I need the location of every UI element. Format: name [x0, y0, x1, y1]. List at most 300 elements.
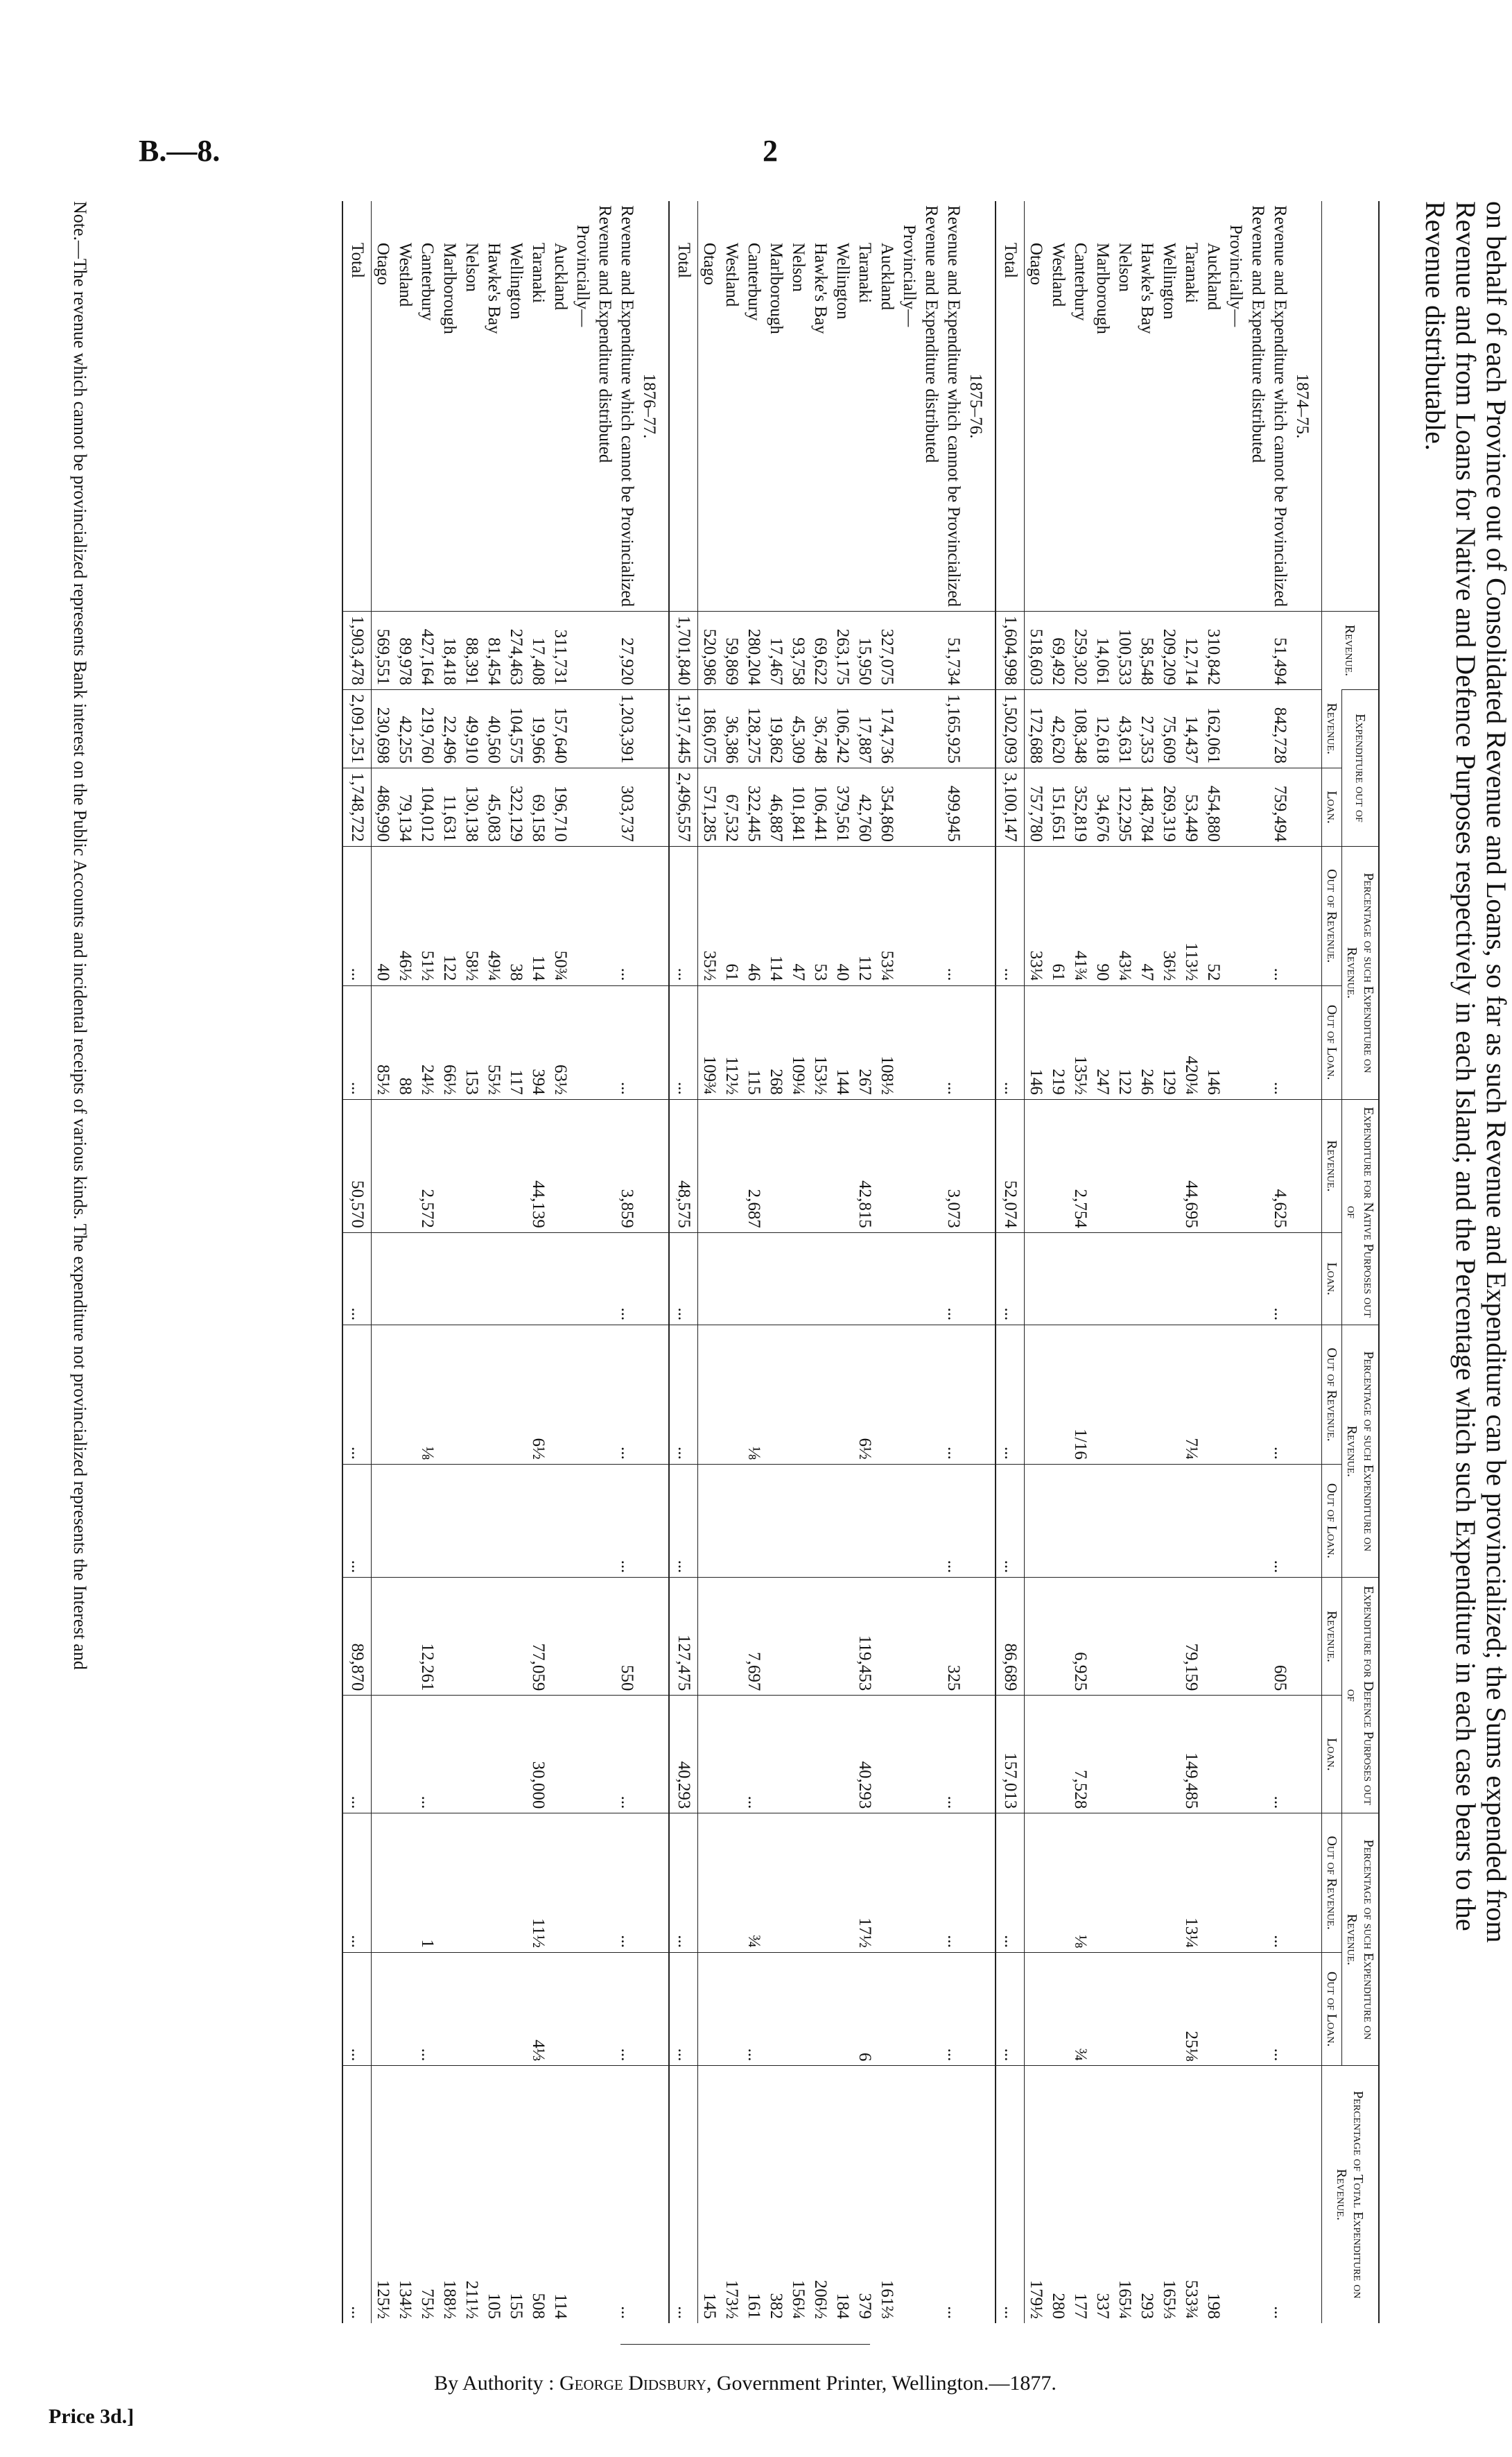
empty-cell: [1113, 1325, 1136, 1465]
province-revenue: 58,548: [1136, 611, 1158, 689]
empty-cell: [1158, 1464, 1180, 1578]
np-defence-revenue: 605: [1269, 1578, 1291, 1696]
empty-cell: [853, 1464, 876, 1578]
empty-cell: [720, 1813, 742, 1953]
empty-cell: [964, 1232, 996, 1325]
sub-defence-loan: Loan.: [1322, 1696, 1342, 1813]
empty-cell: [720, 1578, 742, 1696]
empty-cell: [876, 1099, 898, 1232]
province-pct-loan: 219: [1047, 985, 1069, 1099]
province-pct-total: 161: [742, 2066, 765, 2323]
imprint-prefix: By Authority :: [434, 2372, 555, 2395]
empty-cell: [394, 1952, 416, 2066]
empty-cell: [438, 1325, 460, 1465]
empty-cell: [372, 1696, 394, 1813]
province-exp-revenue: 174,736: [876, 689, 898, 768]
imprint-suffix: , Government Printer, Wellington.—1877.: [706, 2372, 1057, 2395]
province-pct-total: 382: [765, 2066, 787, 2323]
empty-cell: [1158, 1232, 1180, 1325]
ellipsis: ...: [996, 1325, 1025, 1465]
province-exp-loan: 67,532: [720, 768, 742, 846]
island-defence-loan: 149,485: [1180, 1696, 1202, 1813]
province-row: [416, 201, 438, 2323]
empty-cell: [638, 1813, 669, 1953]
province-revenue: 263,175: [831, 611, 853, 689]
table-body: [342, 201, 1322, 2323]
empty-cell: [638, 985, 669, 1099]
province-exp-revenue: 45,309: [787, 689, 809, 768]
empty-cell: [1224, 1578, 1246, 1696]
province-pct-revenue: 122: [438, 846, 460, 985]
province-revenue: 259,302: [1069, 611, 1091, 689]
empty-cell: [964, 768, 996, 846]
empty-cell: [876, 1232, 898, 1325]
empty-cell: [483, 1099, 505, 1232]
province-revenue: 69,492: [1047, 611, 1069, 689]
empty-cell: [1246, 768, 1269, 846]
province-exp-revenue: 108,348: [1069, 689, 1091, 768]
province-pct-loan: 108½: [876, 985, 898, 1099]
empty-cell: [1136, 1325, 1158, 1465]
empty-cell: [1091, 1099, 1113, 1232]
empty-cell: [505, 1099, 527, 1232]
province-pct-total: 188½: [438, 2066, 460, 2323]
footnote: Note.—The revenue which cannot be provincialized represents Bank interest on the Public Accounts and incidental receipts of various kinds. The expenditure not provincialized represents the Interest and: [70, 201, 90, 1670]
province-pct-loan: 146: [1202, 985, 1224, 1099]
empty-cell: [1025, 1232, 1048, 1325]
island-native-revenue: 42,815: [853, 1099, 876, 1232]
empty-cell: [505, 1325, 527, 1465]
province-pct-revenue: 43¼: [1113, 846, 1136, 985]
empty-cell: [1246, 1099, 1269, 1232]
island-defence-pct-revenue: 11½: [527, 1813, 549, 1953]
ellipsis: ...: [616, 2066, 638, 2323]
empty-cell: [920, 985, 942, 1099]
empty-cell: [571, 1578, 593, 1696]
empty-cell: [765, 1325, 787, 1465]
island-defence-pct-revenue: ⅛: [1069, 1813, 1091, 1953]
province-pct-total: 155: [505, 2066, 527, 2323]
year-label: 1875–76.: [966, 373, 985, 439]
empty-cell: [831, 1232, 853, 1325]
ellipsis: ...: [1269, 1952, 1291, 2066]
province-pct-loan: 24½: [416, 985, 438, 1099]
province-row: [1180, 201, 1202, 2323]
provincially-label: Provincially—: [900, 225, 919, 327]
ellipsis: ...: [996, 985, 1025, 1099]
island-defence-loan: ...: [742, 1696, 765, 1813]
province-pct-revenue: 114: [527, 846, 549, 985]
province-exp-revenue: 75,609: [1158, 689, 1180, 768]
province-pct-revenue: 51½: [416, 846, 438, 985]
empty-cell: [571, 768, 593, 846]
province-revenue: 15,950: [853, 611, 876, 689]
empty-cell: [1136, 1578, 1158, 1696]
empty-cell: [372, 1325, 394, 1465]
province-exp-revenue: 106,242: [831, 689, 853, 768]
empty-cell: [549, 1696, 571, 1813]
province-name: Hawke's Bay: [485, 243, 503, 334]
empty-cell: [1291, 1696, 1322, 1813]
empty-cell: [1047, 1952, 1069, 2066]
province-revenue: 520,986: [698, 611, 721, 689]
province-pct-total: 533¾: [1180, 2066, 1202, 2323]
price-label: Price 3d.]: [49, 2405, 134, 2428]
province-pct-revenue: 114: [765, 846, 787, 985]
empty-cell: [638, 611, 669, 689]
island-native-pct: ⅛: [416, 1325, 438, 1465]
province-name: Wellington: [833, 243, 852, 320]
total-revenue: 1,701,840: [669, 611, 698, 689]
empty-cell: [1246, 1696, 1269, 1813]
island-defence-pct-revenue: 1: [416, 1813, 438, 1953]
empty-cell: [698, 1464, 721, 1578]
ellipsis: ...: [996, 2066, 1025, 2323]
empty-cell: [831, 1325, 853, 1465]
empty-cell: [549, 1232, 571, 1325]
province-revenue: 17,467: [765, 611, 787, 689]
total-defence-loan: 40,293: [669, 1696, 698, 1813]
np-revenue: 27,920: [616, 611, 638, 689]
province-pct-loan: 117: [505, 985, 527, 1099]
empty-cell: [964, 985, 996, 1099]
title-line-1: on behalf of each Province out of Consolidated Revenue and Loans, so far as such Revenue and Expenditure can be provincialized; the Sums expended from: [1481, 201, 1512, 1943]
total-row: [669, 201, 698, 2323]
empty-cell: [1091, 1578, 1113, 1696]
empty-cell: [787, 1232, 809, 1325]
empty-cell: [1025, 1813, 1048, 1953]
empty-cell: [1224, 1232, 1246, 1325]
province-pct-loan: 153: [460, 985, 483, 1099]
province-pct-total: 165⅓: [1158, 2066, 1180, 2323]
empty-cell: [1113, 1952, 1136, 2066]
province-name: Westland: [1049, 243, 1068, 307]
province-exp-loan: 757,780: [1025, 768, 1048, 846]
province-pct-revenue: 50¾: [549, 846, 571, 985]
empty-cell: [898, 1464, 920, 1578]
province-pct-revenue: 112: [853, 846, 876, 985]
empty-cell: [720, 1696, 742, 1813]
total-defence-revenue: 127,475: [669, 1578, 698, 1696]
island-defence-pct-loan: 25⅛: [1180, 1952, 1202, 2066]
province-exp-loan: 196,710: [549, 768, 571, 846]
empty-cell: [1091, 1232, 1113, 1325]
not-provincialized-row: [1269, 201, 1291, 2323]
island-defence-loan: ...: [416, 1696, 438, 1813]
province-exp-revenue: 14,437: [1180, 689, 1202, 768]
empty-cell: [765, 1696, 787, 1813]
empty-cell: [438, 1232, 460, 1325]
province-pct-total: 379: [853, 2066, 876, 2323]
island-defence-loan: 30,000: [527, 1696, 549, 1813]
province-name: Otago: [700, 243, 719, 286]
empty-cell: [1158, 1578, 1180, 1696]
province-row: [1136, 201, 1158, 2323]
province-pct-revenue: 90: [1091, 846, 1113, 985]
empty-cell: [460, 1578, 483, 1696]
province-pct-revenue: 46½: [394, 846, 416, 985]
province-pct-total: 134½: [394, 2066, 416, 2323]
province-row: [549, 201, 571, 2323]
province-pct-total: 508: [527, 2066, 549, 2323]
province-exp-revenue: 27,353: [1136, 689, 1158, 768]
province-pct-revenue: 33¼: [1025, 846, 1048, 985]
province-exp-revenue: 36,386: [720, 689, 742, 768]
province-exp-loan: 11,631: [438, 768, 460, 846]
province-row: [787, 201, 809, 2323]
total-row: [342, 201, 372, 2323]
empty-cell: [571, 1325, 593, 1465]
province-exp-revenue: 230,698: [372, 689, 394, 768]
empty-cell: [1202, 1813, 1224, 1953]
empty-cell: [1291, 1813, 1322, 1953]
empty-cell: [571, 846, 593, 985]
island-defence-revenue: 79,159: [1180, 1578, 1202, 1696]
empty-cell: [1047, 1464, 1069, 1578]
empty-cell: [876, 1696, 898, 1813]
empty-cell: [1246, 2066, 1269, 2323]
province-row: [742, 201, 765, 2323]
year-row: [964, 201, 996, 2323]
ellipsis: ...: [342, 1813, 372, 1953]
province-exp-loan: 104,012: [416, 768, 438, 846]
province-row: [527, 201, 549, 2323]
empty-cell: [372, 1099, 394, 1232]
province-exp-revenue: 42,255: [394, 689, 416, 768]
empty-cell: [1047, 1232, 1069, 1325]
province-pct-total: 125½: [372, 2066, 394, 2323]
empty-cell: [787, 1952, 809, 2066]
province-name: Auckland: [551, 243, 570, 311]
empty-cell: [1025, 1696, 1048, 1813]
province-name: Wellington: [1160, 243, 1179, 320]
empty-cell: [898, 1099, 920, 1232]
empty-cell: [920, 611, 942, 689]
empty-cell: [742, 1464, 765, 1578]
province-pct-revenue: 61: [1047, 846, 1069, 985]
empty-cell: [964, 846, 996, 985]
province-pct-loan: 246: [1136, 985, 1158, 1099]
empty-cell: [394, 1813, 416, 1953]
province-pct-loan: 153½: [809, 985, 831, 1099]
island-defence-revenue: 12,261: [416, 1578, 438, 1696]
empty-cell: [898, 768, 920, 846]
province-pct-total: 156¼: [787, 2066, 809, 2323]
empty-cell: [698, 1578, 721, 1696]
np-exp-revenue: 1,203,391: [616, 689, 638, 768]
ellipsis: ...: [669, 1464, 698, 1578]
empty-cell: [1291, 1099, 1322, 1232]
province-exp-loan: 42,760: [853, 768, 876, 846]
province-pct-revenue: 47: [787, 846, 809, 985]
province-exp-revenue: 219,760: [416, 689, 438, 768]
empty-cell: [1158, 1325, 1180, 1465]
empty-cell: [638, 2066, 669, 2323]
empty-cell: [505, 1578, 527, 1696]
empty-cell: [460, 1232, 483, 1325]
distributed-label: Revenue and Expenditure distributed: [596, 205, 614, 463]
province-name: Auckland: [1204, 243, 1223, 311]
province-pct-loan: 55½: [483, 985, 505, 1099]
province-exp-loan: 34,676: [1091, 768, 1113, 846]
empty-cell: [1246, 689, 1269, 768]
empty-cell: [593, 1464, 616, 1578]
province-exp-revenue: 43,631: [1113, 689, 1136, 768]
empty-cell: [853, 1232, 876, 1325]
empty-cell: [593, 611, 616, 689]
empty-cell: [527, 1232, 549, 1325]
empty-cell: [1158, 1952, 1180, 2066]
province-exp-loan: 269,319: [1158, 768, 1180, 846]
ellipsis: ...: [616, 1325, 638, 1465]
province-exp-loan: 151,651: [1047, 768, 1069, 846]
province-name: Taranaki: [855, 243, 874, 304]
empty-cell: [1047, 1696, 1069, 1813]
total-defence-loan: 157,013: [996, 1696, 1025, 1813]
province-exp-loan: 101,841: [787, 768, 809, 846]
ellipsis: ...: [1269, 1696, 1291, 1813]
empty-cell: [571, 1099, 593, 1232]
province-row: [698, 201, 721, 2323]
np-revenue: 51,734: [942, 611, 964, 689]
empty-cell: [1224, 985, 1246, 1099]
empty-cell: [505, 1813, 527, 1953]
empty-cell: [1136, 1952, 1158, 2066]
province-row: [831, 201, 853, 2323]
footer-rule: [620, 2344, 870, 2345]
province-name: Nelson: [1115, 243, 1134, 292]
empty-cell: [720, 1464, 742, 1578]
empty-cell: [1158, 1099, 1180, 1232]
province-name: Taranaki: [529, 243, 548, 304]
empty-cell: [1158, 1696, 1180, 1813]
province-exp-loan: 354,860: [876, 768, 898, 846]
empty-cell: [1246, 1464, 1269, 1578]
province-pct-total: 184: [831, 2066, 853, 2323]
empty-cell: [1180, 1464, 1202, 1578]
empty-cell: [720, 1325, 742, 1465]
province-exp-loan: 322,129: [505, 768, 527, 846]
province-row: [483, 201, 505, 2323]
empty-cell: [1246, 846, 1269, 985]
island-native-pct: 1/16: [1069, 1325, 1091, 1465]
ellipsis: ...: [616, 1813, 638, 1953]
table-title: [1420, 201, 1511, 2351]
empty-cell: [1091, 1952, 1113, 2066]
province-revenue: 81,454: [483, 611, 505, 689]
province-pct-loan: 115: [742, 985, 765, 1099]
empty-cell: [720, 1099, 742, 1232]
sub-native-pct-revenue: Out of Revenue.: [1322, 1325, 1342, 1465]
sub-native-revenue: Revenue.: [1322, 1099, 1342, 1232]
province-exp-revenue: 104,575: [505, 689, 527, 768]
empty-cell: [372, 1578, 394, 1696]
province-pct-loan: 420¼: [1180, 985, 1202, 1099]
province-pct-total: 198: [1202, 2066, 1224, 2323]
province-row: [809, 201, 831, 2323]
provincially-row: [898, 201, 920, 2323]
total-revenue: 1,604,998: [996, 611, 1025, 689]
empty-cell: [898, 985, 920, 1099]
empty-cell: [593, 1325, 616, 1465]
empty-cell: [483, 1232, 505, 1325]
empty-cell: [549, 1578, 571, 1696]
ellipsis: ...: [1269, 1813, 1291, 1953]
empty-cell: [549, 1464, 571, 1578]
ellipsis: ...: [942, 1232, 964, 1325]
province-pct-loan: 267: [853, 985, 876, 1099]
province-row: [1158, 201, 1180, 2323]
province-row: [1202, 201, 1224, 2323]
province-pct-total: 114: [549, 2066, 571, 2323]
province-pct-loan: 144: [831, 985, 853, 1099]
empty-cell: [898, 1325, 920, 1465]
native-header: Expenditure for Native Purposes out of: [1342, 1099, 1380, 1325]
total-exp-loan: 1,748,722: [342, 768, 372, 846]
provincially-row: [571, 201, 593, 2323]
province-pct-total: 75½: [416, 2066, 438, 2323]
province-pct-total: 145: [698, 2066, 721, 2323]
island-defence-pct-loan: ¾: [1069, 1952, 1091, 2066]
empty-cell: [1246, 985, 1269, 1099]
empty-cell: [720, 1232, 742, 1325]
total-exp-revenue: 2,091,251: [342, 689, 372, 768]
province-row: [505, 201, 527, 2323]
empty-cell: [964, 1578, 996, 1696]
ellipsis: ...: [996, 846, 1025, 985]
island-defence-pct-revenue: 17½: [853, 1813, 876, 1953]
pct-such-header: Percentage of such Expenditure on Revenue.: [1342, 846, 1380, 1099]
empty-cell: [1224, 1952, 1246, 2066]
empty-cell: [483, 1464, 505, 1578]
ellipsis: ...: [342, 1232, 372, 1325]
empty-cell: [483, 1952, 505, 2066]
not-provincialized-row: [616, 201, 638, 2323]
island-native-revenue: 2,687: [742, 1099, 765, 1232]
empty-cell: [1291, 1952, 1322, 2066]
imprint: [0, 2372, 1491, 2395]
island-defence-loan: 7,528: [1069, 1696, 1091, 1813]
empty-cell: [638, 846, 669, 985]
empty-cell: [593, 985, 616, 1099]
island-native-pct: 7¼: [1180, 1325, 1202, 1465]
empty-cell: [831, 1099, 853, 1232]
province-pct-total: 211½: [460, 2066, 483, 2323]
island-native-revenue: 2,754: [1069, 1099, 1091, 1232]
year-header: [1322, 201, 1380, 611]
province-pct-revenue: 53¼: [876, 846, 898, 985]
empty-cell: [1025, 1099, 1048, 1232]
province-name: Nelson: [789, 243, 808, 292]
ellipsis: ...: [1269, 1464, 1291, 1578]
empty-cell: [483, 1325, 505, 1465]
province-pct-loan: 247: [1091, 985, 1113, 1099]
empty-cell: [638, 1952, 669, 2066]
empty-cell: [964, 1952, 996, 2066]
total-exp-revenue: 1,502,093: [996, 689, 1025, 768]
np-defence-revenue: 325: [942, 1578, 964, 1696]
province-name: Nelson: [462, 243, 481, 292]
province-row: [394, 201, 416, 2323]
province-name: Marlborough: [1093, 243, 1112, 334]
expenditure-out-of-header: Expenditure out of: [1342, 689, 1380, 846]
island-defence-pct-revenue: 13¼: [1180, 1813, 1202, 1953]
province-name: Canterbury: [1071, 243, 1090, 321]
empty-cell: [571, 1696, 593, 1813]
province-pct-revenue: 40: [831, 846, 853, 985]
empty-cell: [964, 611, 996, 689]
province-exp-loan: 53,449: [1180, 768, 1202, 846]
